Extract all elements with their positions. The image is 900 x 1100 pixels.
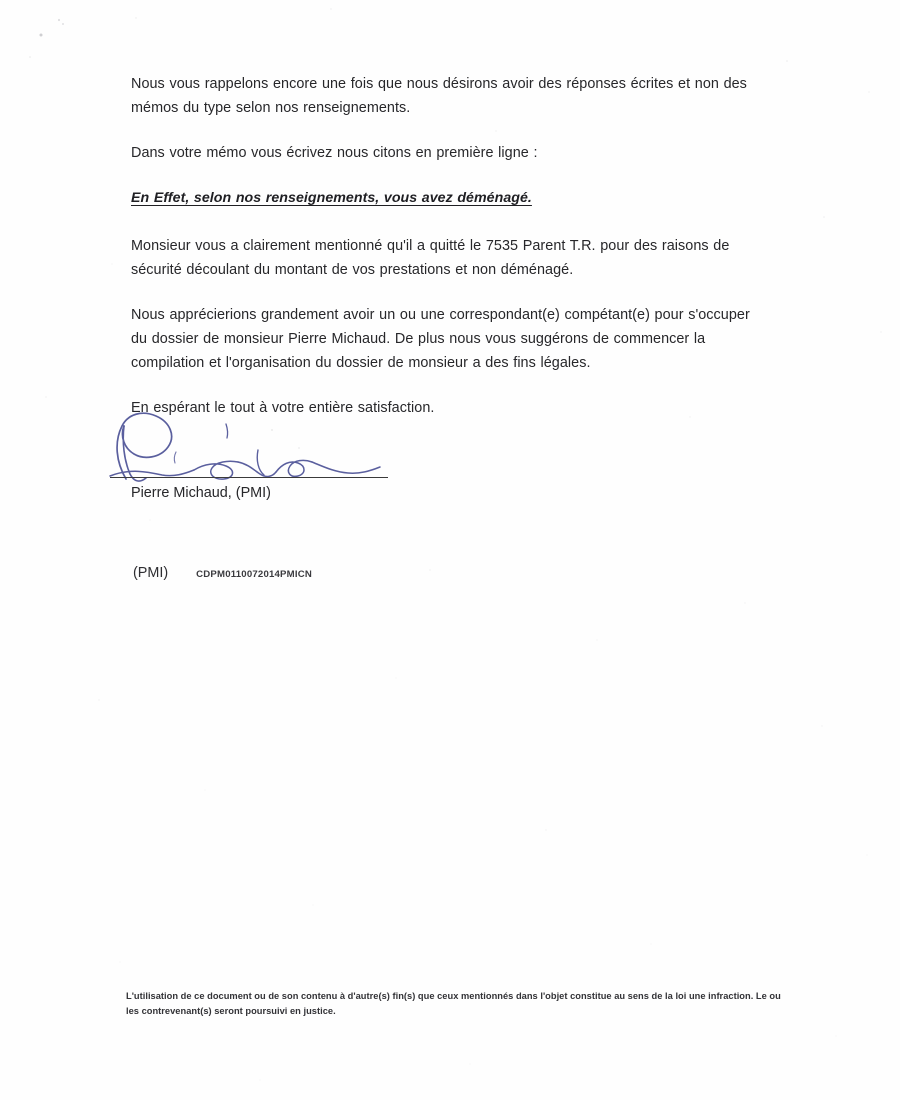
paragraph-1: Nous vous rappelons encore une fois que nous désirons avoir des réponses écrites et non des mémos du type selon nos renseignements. bbox=[131, 76, 747, 116]
reference-code: CDPM0110072014PMICN bbox=[196, 569, 312, 580]
footer-disclaimer: L'utilisation de ce document ou de son contenu à d'autre(s) fin(s) que ceux mentionnés dans l'objet constitue au sens de la loi une infraction. Le ou les contrevenant(s) seront poursuivi en justice. bbox=[126, 991, 781, 1016]
paragraph-3: Monsieur vous a clairement mentionné qu'il a quitté le 7535 Parent T.R. pour des raisons de sécurité découlant du montant de vos prestations et non déménagé. bbox=[131, 238, 730, 278]
handwritten-signature-icon bbox=[108, 404, 398, 484]
quoted-statement: En Effet, selon nos renseignements, vous avez déménagé. bbox=[131, 190, 532, 206]
signature-rule bbox=[110, 477, 388, 478]
letter-body bbox=[131, 72, 769, 420]
paragraph-2: Dans votre mémo vous écrivez nous citons en première ligne : bbox=[131, 145, 538, 161]
closing-paragraph: En espérant le tout à votre entière satisfaction. bbox=[131, 400, 435, 416]
reference-line bbox=[133, 565, 312, 581]
paragraph-4: Nous apprécierions grandement avoir un ou une correspondant(e) compétant(e) pour s'occuper du dossier de monsieur Pierre Michaud. De plus nous vous suggérons de commencer la compilation et l'organisation du dossier de monsieur a des fins légales. bbox=[131, 307, 750, 371]
signatory-name: Pierre Michaud, (PMI) bbox=[131, 485, 271, 501]
reference-initials: (PMI) bbox=[133, 565, 169, 581]
signature-block bbox=[108, 404, 408, 514]
